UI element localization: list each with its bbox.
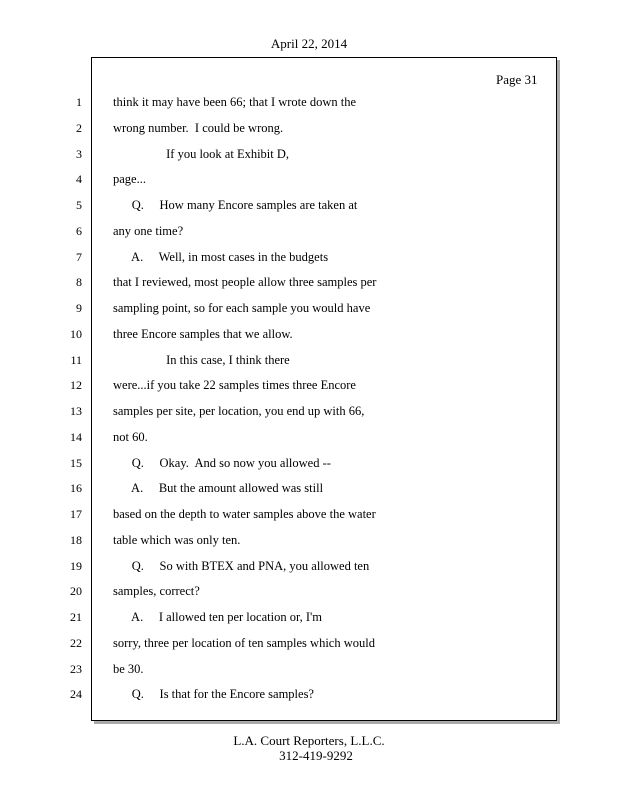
line-text: were...if you take 22 samples times three Encore (113, 378, 356, 392)
line-number: 12 (70, 378, 82, 392)
line-number: 24 (70, 687, 82, 701)
line-text: not 60. (113, 430, 148, 444)
line-text: A. I allowed ten per location or, I'm (113, 610, 322, 624)
footer-phone: 312-419-9292 (279, 748, 353, 763)
line-text: wrong number. I could be wrong. (113, 121, 284, 135)
line-text: Q. How many Encore samples are taken at (113, 198, 358, 212)
line-number: 4 (76, 172, 82, 186)
line-number: 6 (76, 224, 82, 238)
line-number: 22 (70, 636, 82, 650)
line-number: 11 (70, 353, 82, 367)
line-text: A. Well, in most cases in the budgets (113, 250, 329, 264)
line-number: 10 (70, 327, 82, 341)
line-text: sampling point, so for each sample you would have (113, 301, 371, 315)
page-number: Page 31 (496, 72, 538, 87)
line-text: A. But the amount allowed was still (113, 481, 324, 495)
line-number: 2 (76, 121, 82, 135)
line-number: 7 (76, 250, 82, 264)
line-text: page... (113, 172, 146, 186)
line-number: 5 (76, 198, 82, 212)
line-number: 23 (70, 662, 82, 676)
line-text: samples, correct? (113, 584, 200, 598)
line-text: Q. Is that for the Encore samples? (113, 687, 314, 701)
line-text: that I reviewed, most people allow three samples per (113, 275, 377, 289)
line-number: 1 (76, 95, 82, 109)
line-text: Q. Okay. And so now you allowed -- (113, 456, 331, 470)
line-number: 9 (76, 301, 82, 315)
line-number: 19 (70, 559, 82, 573)
line-text: any one time? (113, 224, 184, 238)
line-number: 13 (70, 404, 82, 418)
line-text: be 30. (113, 662, 144, 676)
line-text: table which was only ten. (113, 533, 241, 547)
line-text: If you look at Exhibit D, (113, 147, 290, 161)
line-text: based on the depth to water samples above the water (113, 507, 376, 521)
line-number: 21 (70, 610, 82, 624)
line-text: three Encore samples that we allow. (113, 327, 293, 341)
footer-company: L.A. Court Reporters, L.L.C. (233, 733, 385, 748)
line-number: 16 (70, 481, 82, 495)
line-number: 15 (70, 456, 82, 470)
line-number: 3 (76, 147, 82, 161)
line-text: samples per site, per location, you end up with 66, (113, 404, 365, 418)
line-number: 20 (70, 584, 82, 598)
line-text: sorry, three per location of ten samples which would (113, 636, 375, 650)
line-number: 8 (76, 275, 82, 289)
line-number: 18 (70, 533, 82, 547)
line-number: 17 (70, 507, 82, 521)
line-text: think it may have been 66; that I wrote down the (113, 95, 356, 109)
transcript-date: April 22, 2014 (270, 36, 348, 51)
line-number: 14 (70, 430, 82, 444)
line-text: Q. So with BTEX and PNA, you allowed ten (113, 559, 370, 573)
line-text: In this case, I think there (113, 353, 290, 367)
